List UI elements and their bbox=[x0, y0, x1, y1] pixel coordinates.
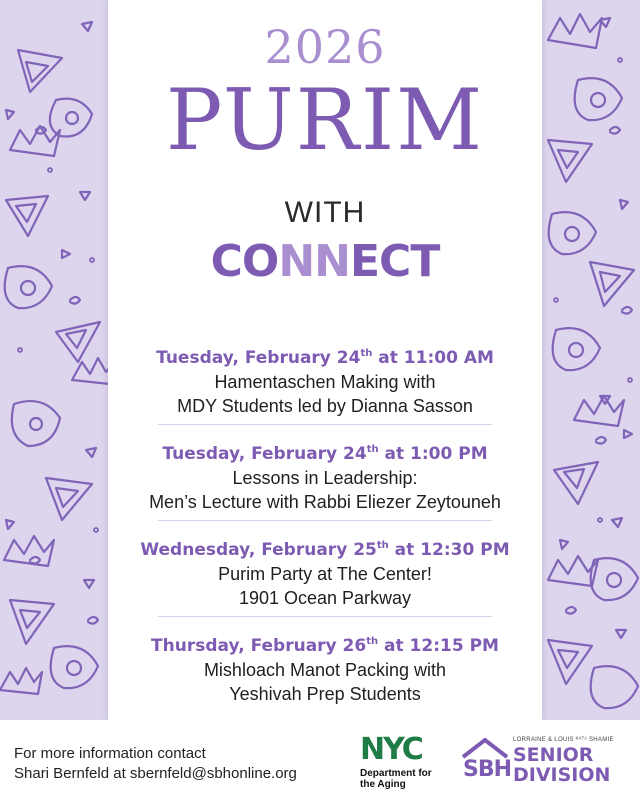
event-divider bbox=[158, 616, 492, 617]
hamentasch-icon bbox=[590, 262, 634, 306]
contact-line-2[interactable]: Shari Bernfeld at sbernfeld@sbhonline.org bbox=[14, 765, 297, 782]
event-date: Wednesday, February 25th at 12:30 PM bbox=[140, 540, 510, 560]
event-line-1: Mishloach Manot Packing with bbox=[203, 660, 447, 680]
mask-icon bbox=[51, 646, 98, 688]
mask-icon bbox=[591, 666, 638, 708]
crown-icon bbox=[0, 668, 42, 694]
connect-wordmark bbox=[108, 236, 542, 287]
mask-icon bbox=[12, 401, 60, 446]
house-icon bbox=[461, 737, 509, 759]
crown-icon bbox=[548, 14, 602, 48]
event-line-1: Purim Party at The Center! bbox=[218, 564, 432, 584]
hamentasch-icon bbox=[548, 640, 592, 684]
event-line-2: 1901 Ocean Parkway bbox=[238, 588, 412, 608]
event-item bbox=[108, 534, 542, 610]
connect-part-1: CO bbox=[210, 236, 279, 287]
contact-line-1: For more information contact bbox=[14, 745, 206, 762]
event-line-2: Yeshivah Prep Students bbox=[229, 684, 421, 704]
event-line-2: Men’s Lecture with Rabbi Eliezer Zeytouneh bbox=[149, 492, 501, 512]
nyc-dept-line-1: Department for bbox=[360, 768, 432, 779]
year-heading: 2026 bbox=[264, 20, 386, 74]
nyc-aging-logo bbox=[360, 732, 442, 790]
mask-icon bbox=[575, 78, 622, 120]
event-date: Tuesday, February 24th at 1:00 PM bbox=[162, 444, 488, 464]
sbh-division-text: DIVISION bbox=[513, 764, 611, 786]
hamentasch-icon bbox=[548, 140, 592, 182]
event-divider bbox=[158, 424, 492, 425]
sbh-letters: SBH bbox=[463, 757, 512, 782]
event-date: Tuesday, February 24th at 11:00 AM bbox=[156, 348, 494, 368]
hamentasch-icon bbox=[18, 50, 62, 92]
hamentasch-icon bbox=[10, 600, 54, 644]
mask-icon bbox=[50, 99, 92, 137]
event-divider bbox=[158, 520, 492, 521]
event-item bbox=[108, 438, 542, 514]
event-item bbox=[108, 342, 542, 418]
nyc-wordmark: NYC bbox=[360, 732, 422, 767]
contact-info bbox=[14, 744, 297, 784]
event-line-2: MDY Students led by Dianna Sasson bbox=[177, 396, 473, 416]
hamentasch-icon bbox=[6, 196, 48, 236]
event-item bbox=[108, 630, 542, 706]
mask-icon bbox=[5, 266, 52, 308]
event-line-1: Lessons in Leadership: bbox=[232, 468, 418, 488]
connect-part-3: ECT bbox=[349, 236, 440, 287]
hamentasch-icon bbox=[56, 322, 100, 362]
sbh-sponsor-line: LORRAINE & LOUIS ᴷᴬᵀᶻ SHAMIE bbox=[513, 737, 614, 743]
connect-part-2: NN bbox=[278, 236, 350, 287]
hamentasch-icon bbox=[46, 478, 92, 520]
crown-icon bbox=[4, 536, 54, 566]
purim-title: PURIM bbox=[165, 71, 485, 169]
nyc-dept-line-2: the Aging bbox=[360, 779, 406, 790]
crown-icon bbox=[574, 396, 624, 426]
event-date: Thursday, February 26th at 12:15 PM bbox=[151, 636, 499, 656]
hamentasch-icon bbox=[554, 462, 598, 504]
event-card bbox=[108, 0, 542, 720]
sbh-senior-division-logo bbox=[461, 735, 631, 787]
event-line-1: Hamentaschen Making with bbox=[214, 372, 436, 392]
mask-icon bbox=[549, 212, 596, 254]
with-label: WITH bbox=[284, 196, 366, 229]
sbh-senior-text: SENIOR bbox=[513, 744, 594, 766]
mask-icon bbox=[553, 328, 600, 370]
